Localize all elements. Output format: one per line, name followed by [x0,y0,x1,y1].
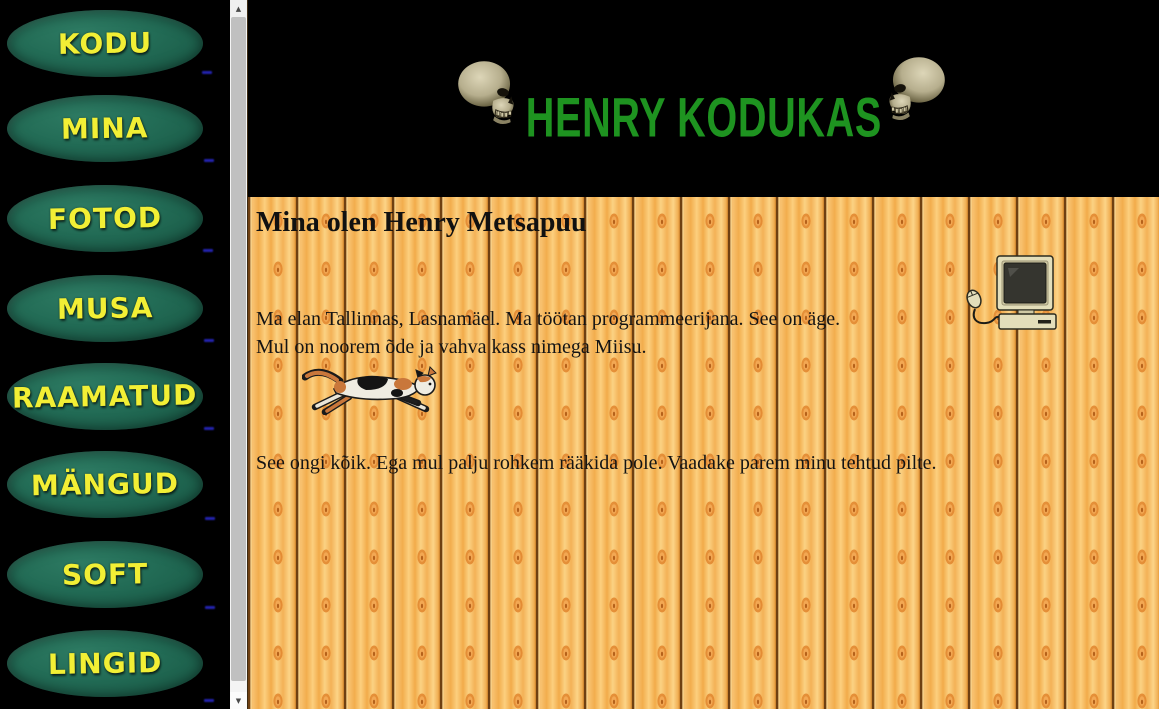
link-underline-artifact [203,249,213,252]
scroll-down-button[interactable] [230,692,247,709]
sidebar [0,0,230,709]
page-title: HENRY KODUKAS [525,86,882,149]
link-underline-artifact [205,517,215,520]
sidebar-item-mangud[interactable] [7,451,203,518]
content-area [248,197,1159,709]
sidebar-item-label: SOFT [61,557,149,592]
link-underline-artifact [204,159,214,162]
running-cat-icon [302,363,442,415]
closing-paragraph: See ongi kõik. Ega mul palju rohkem rääkida pole. Vaadake parem minu tehtud pilte. [256,452,937,474]
intro-line-1: Ma elan Tallinnas, Lasnamäel. Ma töötan programmeerijana. See on äge. [256,308,841,330]
sidebar-item-label: MINA [61,111,149,146]
intro-line-2: Mul on noorem õde ja vahva kass nimega Miisu. [256,336,647,358]
skull-icon [882,54,948,124]
main-frame [248,0,1159,709]
intro-paragraph [256,305,840,361]
up-arrow-icon: ▲ [235,4,242,13]
sidebar-item-label: LINGID [47,646,163,681]
link-underline-artifact [204,427,214,430]
sidebar-item-label: KODU [57,26,153,61]
sidebar-item-label: MÄNGUD [30,466,180,503]
sidebar-item-raamatud[interactable] [7,363,203,430]
banner [248,0,1159,197]
link-underline-artifact [202,71,212,74]
scroll-up-button[interactable] [230,0,247,17]
content-heading: Mina olen Henry Metsapuu [256,207,587,238]
sidebar-item-label: MUSA [56,291,154,326]
computer-icon [962,253,1059,333]
down-arrow-icon: ▼ [235,696,242,705]
sidebar-item-label: FOTOD [47,201,163,236]
sidebar-scrollbar[interactable] [230,0,248,709]
sidebar-item-soft[interactable] [7,541,203,608]
link-underline-artifact [205,606,215,609]
link-underline-artifact [204,339,214,342]
sidebar-item-mina[interactable] [7,95,203,162]
sidebar-item-label: RAAMATUD [12,378,198,415]
link-underline-artifact [204,699,214,702]
scrollbar-thumb[interactable] [231,17,246,681]
sidebar-item-fotod[interactable] [7,185,203,252]
sidebar-item-lingid[interactable] [7,630,203,697]
sidebar-item-musa[interactable] [7,275,203,342]
sidebar-item-kodu[interactable] [7,10,203,77]
